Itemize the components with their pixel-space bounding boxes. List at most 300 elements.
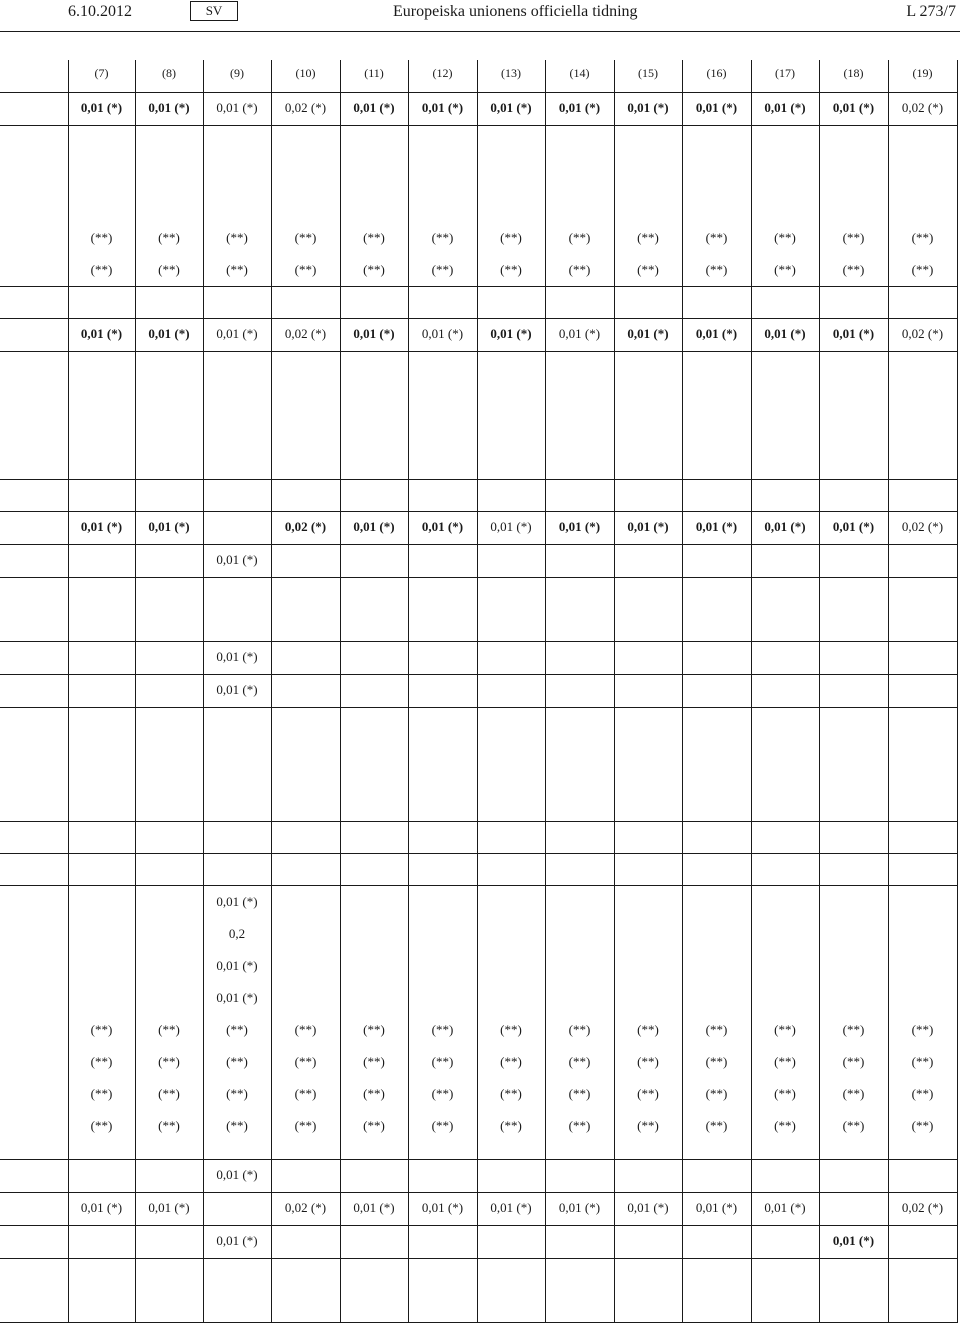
table-cell	[819, 642, 888, 675]
cell-value: (**)	[705, 1086, 728, 1101]
table-cell	[682, 1160, 751, 1193]
table-cell	[888, 854, 957, 886]
table-cell	[545, 1226, 614, 1259]
cell-value: (**)	[911, 1118, 934, 1133]
table-cell	[545, 1160, 614, 1193]
table-cell	[271, 1193, 340, 1226]
table-cell	[271, 545, 340, 578]
table-cell	[271, 319, 340, 352]
cell-value	[136, 190, 203, 222]
cell-value	[820, 158, 888, 190]
table-cell	[545, 352, 614, 480]
table-cell	[408, 319, 477, 352]
table-cell	[888, 1193, 957, 1226]
cell-value: (**)	[568, 1086, 591, 1101]
table-cell	[271, 642, 340, 675]
cell-value: 0,01 (*)	[353, 100, 395, 115]
table-cell	[819, 1226, 888, 1259]
table-cell	[682, 1259, 751, 1323]
table-cell	[477, 545, 545, 578]
cell-value	[752, 126, 819, 158]
cell-value	[69, 918, 135, 950]
cell-value: (**)	[842, 1086, 865, 1101]
table-cell	[545, 675, 614, 708]
cell-value	[409, 126, 477, 158]
table-cell	[545, 480, 614, 512]
cell-value: (**)	[158, 1118, 180, 1133]
cell-value: (**)	[90, 1022, 113, 1037]
cell-value	[136, 982, 203, 1014]
table-cell	[135, 1193, 203, 1226]
column-header-cell	[614, 60, 682, 93]
table-cell	[135, 708, 203, 822]
cell-value: (**)	[500, 1086, 522, 1101]
cell-value: 0,02 (*)	[901, 519, 944, 534]
cell-value: (**)	[911, 1054, 934, 1069]
table-cell	[408, 1193, 477, 1226]
table-cell	[751, 480, 819, 512]
table-cell	[888, 480, 957, 512]
table-cell	[340, 1193, 408, 1226]
cell-value	[69, 126, 135, 158]
table-cell	[819, 1193, 888, 1226]
table-cell	[203, 126, 271, 287]
table-cell	[340, 854, 408, 886]
table-cell	[751, 545, 819, 578]
table-cell	[203, 352, 271, 480]
table-cell	[340, 708, 408, 822]
cell-value: 0,01 (*)	[421, 100, 464, 115]
page-reference: L 273/7	[906, 3, 956, 20]
table-cell	[819, 93, 888, 126]
table-cell	[271, 480, 340, 512]
cell-value	[69, 950, 135, 982]
cell-value	[69, 158, 135, 190]
cell-value: 0,01 (*)	[832, 519, 875, 534]
cell-value	[683, 126, 751, 158]
cell-value: 0,01 (*)	[216, 958, 258, 973]
row-label-cell	[0, 93, 68, 126]
table-cell	[614, 1226, 682, 1259]
cell-value	[136, 886, 203, 918]
cell-value	[136, 950, 203, 982]
residue-limits-table	[0, 60, 956, 1323]
row-label-cell	[0, 886, 68, 1160]
cell-value: 0,01 (*)	[80, 519, 123, 534]
cell-value	[272, 982, 340, 1014]
cell-value: 0,02 (*)	[901, 326, 944, 341]
cell-value: (**)	[637, 1054, 659, 1069]
table-row	[0, 854, 957, 886]
table-cell	[888, 1259, 957, 1323]
table-cell	[340, 319, 408, 352]
table-cell	[477, 287, 545, 319]
table-cell	[682, 578, 751, 642]
table-cell	[340, 642, 408, 675]
row-label-cell	[0, 854, 68, 886]
cell-value: (**)	[294, 230, 317, 245]
cell-value	[546, 982, 614, 1014]
table-cell	[340, 352, 408, 480]
cell-value: 0,01 (*)	[421, 1200, 464, 1215]
table-cell	[271, 578, 340, 642]
cell-value: 0,01 (*)	[627, 100, 669, 115]
cell-value	[615, 918, 682, 950]
cell-value: (**)	[500, 1022, 522, 1037]
table-cell	[614, 675, 682, 708]
cell-value	[546, 950, 614, 982]
cell-value	[752, 190, 819, 222]
table-row	[0, 1226, 957, 1259]
cell-value	[546, 190, 614, 222]
cell-value	[272, 190, 340, 222]
table-cell	[271, 287, 340, 319]
table-cell	[135, 854, 203, 886]
cell-value: (**)	[226, 1118, 248, 1133]
cell-value	[341, 126, 408, 158]
cell-value: (**)	[226, 230, 248, 245]
cell-value: 0,01 (*)	[421, 519, 464, 534]
table-cell	[271, 708, 340, 822]
cell-value	[889, 190, 957, 222]
table-cell	[751, 578, 819, 642]
cell-value: 0,01 (*)	[558, 326, 601, 341]
table-cell	[545, 1193, 614, 1226]
cell-value: (**)	[568, 1022, 591, 1037]
table-cell	[682, 319, 751, 352]
cell-value: 0,01 (*)	[832, 326, 875, 341]
header-rule	[0, 31, 960, 32]
column-header-cell	[408, 60, 477, 93]
cell-value: (**)	[431, 1118, 454, 1133]
table-cell	[477, 854, 545, 886]
cell-value	[272, 126, 340, 158]
table-cell	[545, 287, 614, 319]
cell-value: (12)	[432, 66, 453, 80]
cell-value: (**)	[158, 1086, 180, 1101]
cell-value	[478, 950, 545, 982]
row-label-cell	[0, 642, 68, 675]
cell-value: (**)	[363, 1054, 385, 1069]
table-cell	[614, 480, 682, 512]
table-cell	[819, 1160, 888, 1193]
table-cell	[751, 1193, 819, 1226]
cell-value	[683, 886, 751, 918]
table-cell	[340, 578, 408, 642]
table-cell	[614, 822, 682, 854]
cell-value	[409, 950, 477, 982]
cell-value: (**)	[774, 1118, 796, 1133]
cell-value: (**)	[637, 262, 659, 277]
cell-value: 0,01 (*)	[216, 894, 258, 909]
cell-value	[752, 950, 819, 982]
cell-value: 0,01 (*)	[216, 326, 258, 341]
cell-value	[752, 886, 819, 918]
table-cell	[614, 93, 682, 126]
table-cell	[340, 512, 408, 545]
column-header-cell	[340, 60, 408, 93]
table-cell	[68, 319, 135, 352]
row-label-cell	[0, 578, 68, 642]
journal-title: Europeiska unionens officiella tidning	[393, 3, 638, 20]
cell-value: 0,02 (*)	[901, 1200, 944, 1215]
table-cell	[751, 1259, 819, 1323]
cell-value	[69, 190, 135, 222]
table-cell	[545, 319, 614, 352]
cell-value: 0,01 (*)	[216, 1167, 258, 1182]
table-cell	[751, 319, 819, 352]
cell-value: 0,01 (*)	[764, 1200, 806, 1215]
table-cell	[408, 578, 477, 642]
table-cell	[819, 512, 888, 545]
table-cell	[888, 1160, 957, 1193]
table-cell	[751, 822, 819, 854]
table-cell	[135, 1160, 203, 1193]
table-cell	[340, 93, 408, 126]
table-cell	[271, 512, 340, 545]
table-cell	[68, 126, 135, 287]
table-cell	[203, 854, 271, 886]
cell-value	[615, 158, 682, 190]
table-cell	[68, 886, 135, 1160]
table-cell	[682, 93, 751, 126]
table-cell	[135, 822, 203, 854]
table-cell	[68, 675, 135, 708]
cell-value: (**)	[774, 262, 796, 277]
table-cell	[477, 352, 545, 480]
table-row	[0, 642, 957, 675]
table-cell	[408, 1259, 477, 1323]
cell-value: (**)	[500, 1118, 522, 1133]
table-cell	[271, 1259, 340, 1323]
cell-value: (**)	[431, 1086, 454, 1101]
cell-value: (**)	[90, 1118, 113, 1133]
table-row	[0, 886, 957, 1160]
table-cell	[819, 126, 888, 287]
table-cell	[819, 319, 888, 352]
table-cell	[751, 1226, 819, 1259]
table-cell	[545, 886, 614, 1160]
table-row	[0, 578, 957, 642]
table-cell	[888, 545, 957, 578]
table-cell	[888, 822, 957, 854]
table-cell	[819, 352, 888, 480]
row-label-cell	[0, 352, 68, 480]
table-cell	[819, 886, 888, 1160]
table-cell	[408, 1160, 477, 1193]
cell-value	[889, 950, 957, 982]
table-cell	[68, 1259, 135, 1323]
table-cell	[203, 675, 271, 708]
table-row	[0, 287, 957, 319]
table-cell	[408, 93, 477, 126]
table-cell	[888, 708, 957, 822]
table-cell	[614, 886, 682, 1160]
column-header-cell	[271, 60, 340, 93]
table-cell	[271, 854, 340, 886]
table-cell	[819, 287, 888, 319]
table-cell	[408, 822, 477, 854]
table-cell	[203, 822, 271, 854]
table-cell	[271, 822, 340, 854]
cell-value	[820, 190, 888, 222]
table-cell	[477, 675, 545, 708]
cell-value: 0,01 (*)	[695, 1200, 738, 1215]
table-cell	[203, 1226, 271, 1259]
table-cell	[203, 578, 271, 642]
row-label-cell	[0, 1259, 68, 1323]
cell-value: 0,01 (*)	[764, 326, 806, 341]
cell-value	[615, 982, 682, 1014]
table-cell	[888, 675, 957, 708]
cell-value: (**)	[568, 230, 591, 245]
cell-value: (**)	[226, 1054, 248, 1069]
table-cell	[682, 1226, 751, 1259]
cell-value	[341, 158, 408, 190]
cell-value: (17)	[775, 66, 795, 80]
cell-value	[889, 126, 957, 158]
table-cell	[203, 1160, 271, 1193]
cell-value: (10)	[295, 66, 316, 80]
table-cell	[682, 708, 751, 822]
cell-value: (**)	[500, 1054, 522, 1069]
cell-value	[889, 886, 957, 918]
table-cell	[888, 352, 957, 480]
table-cell	[340, 1226, 408, 1259]
table-cell	[751, 708, 819, 822]
table-cell	[477, 1259, 545, 1323]
table-cell	[545, 642, 614, 675]
cell-value: (**)	[568, 262, 591, 277]
cell-value: 0,01 (*)	[764, 100, 806, 115]
cell-value	[478, 918, 545, 950]
row-label-cell	[0, 512, 68, 545]
cell-value: (**)	[774, 1054, 796, 1069]
table-cell	[614, 287, 682, 319]
cell-value: (**)	[911, 1086, 934, 1101]
cell-value	[889, 158, 957, 190]
cell-value	[272, 886, 340, 918]
cell-value	[136, 158, 203, 190]
cell-value: (**)	[705, 1054, 728, 1069]
table-cell	[819, 480, 888, 512]
row-label-cell	[0, 126, 68, 287]
table-cell	[408, 854, 477, 886]
table-cell	[751, 287, 819, 319]
cell-value: (**)	[705, 1118, 728, 1133]
cell-value: 0,01 (*)	[80, 1200, 123, 1215]
table-cell	[819, 708, 888, 822]
cell-value: (**)	[705, 230, 728, 245]
cell-value: (**)	[842, 1054, 865, 1069]
table-cell	[888, 287, 957, 319]
cell-value: (11)	[364, 66, 384, 80]
cell-value	[615, 126, 682, 158]
cell-value: 0,01 (*)	[216, 100, 258, 115]
table-cell	[340, 287, 408, 319]
cell-value: (**)	[363, 1118, 385, 1133]
cell-value: 0,01 (*)	[490, 519, 532, 534]
cell-value	[478, 190, 545, 222]
table-cell	[545, 126, 614, 287]
table-cell	[682, 642, 751, 675]
publication-date: 6.10.2012	[68, 3, 132, 20]
table-cell	[545, 822, 614, 854]
table-row	[0, 1160, 957, 1193]
table-cell	[614, 1259, 682, 1323]
table-cell	[477, 642, 545, 675]
cell-value	[752, 918, 819, 950]
table-cell	[203, 93, 271, 126]
table-cell	[408, 1226, 477, 1259]
cell-value: 0,01 (*)	[490, 326, 532, 341]
cell-value: 0,02 (*)	[284, 326, 327, 341]
row-label-cell	[0, 822, 68, 854]
table-cell	[888, 578, 957, 642]
cell-value: 0,01 (*)	[216, 1233, 258, 1248]
cell-value: 0,01 (*)	[216, 649, 258, 664]
row-label-cell	[0, 60, 68, 93]
cell-value: 0,01 (*)	[148, 519, 190, 534]
cell-value: (15)	[638, 66, 658, 80]
table-cell	[135, 578, 203, 642]
table-cell	[751, 854, 819, 886]
cell-value: 0,01 (*)	[148, 1200, 190, 1215]
table-cell	[614, 319, 682, 352]
cell-value	[136, 918, 203, 950]
table-cell	[408, 545, 477, 578]
cell-value	[615, 886, 682, 918]
table-cell	[888, 1226, 957, 1259]
cell-value: (**)	[637, 1086, 659, 1101]
cell-value: (**)	[568, 1118, 591, 1133]
table-cell	[682, 545, 751, 578]
table-cell	[682, 480, 751, 512]
cell-value: (8)	[162, 66, 176, 80]
table-cell	[614, 126, 682, 287]
table-cell	[682, 886, 751, 1160]
table-cell	[888, 512, 957, 545]
cell-value	[889, 982, 957, 1014]
cell-value	[272, 918, 340, 950]
cell-value: 0,01 (*)	[148, 100, 190, 115]
cell-value: (19)	[912, 66, 933, 80]
cell-value: 0,01 (*)	[832, 1233, 875, 1248]
table-cell	[408, 352, 477, 480]
cell-value: 0,02 (*)	[284, 519, 327, 534]
table-cell	[408, 480, 477, 512]
table-cell	[682, 854, 751, 886]
table-cell	[135, 126, 203, 287]
cell-value	[204, 190, 271, 222]
table-cell	[751, 675, 819, 708]
table-cell	[203, 1259, 271, 1323]
cell-value	[409, 918, 477, 950]
table-cell	[614, 642, 682, 675]
cell-value: 0,01 (*)	[695, 100, 738, 115]
table-cell	[203, 287, 271, 319]
table-cell	[68, 708, 135, 822]
cell-value: (**)	[431, 230, 454, 245]
table-cell	[135, 93, 203, 126]
table-cell	[477, 1160, 545, 1193]
table-cell	[819, 1259, 888, 1323]
table-row	[0, 708, 957, 822]
cell-value	[683, 190, 751, 222]
table-cell	[751, 352, 819, 480]
table-cell	[271, 1160, 340, 1193]
table-row	[0, 822, 957, 854]
